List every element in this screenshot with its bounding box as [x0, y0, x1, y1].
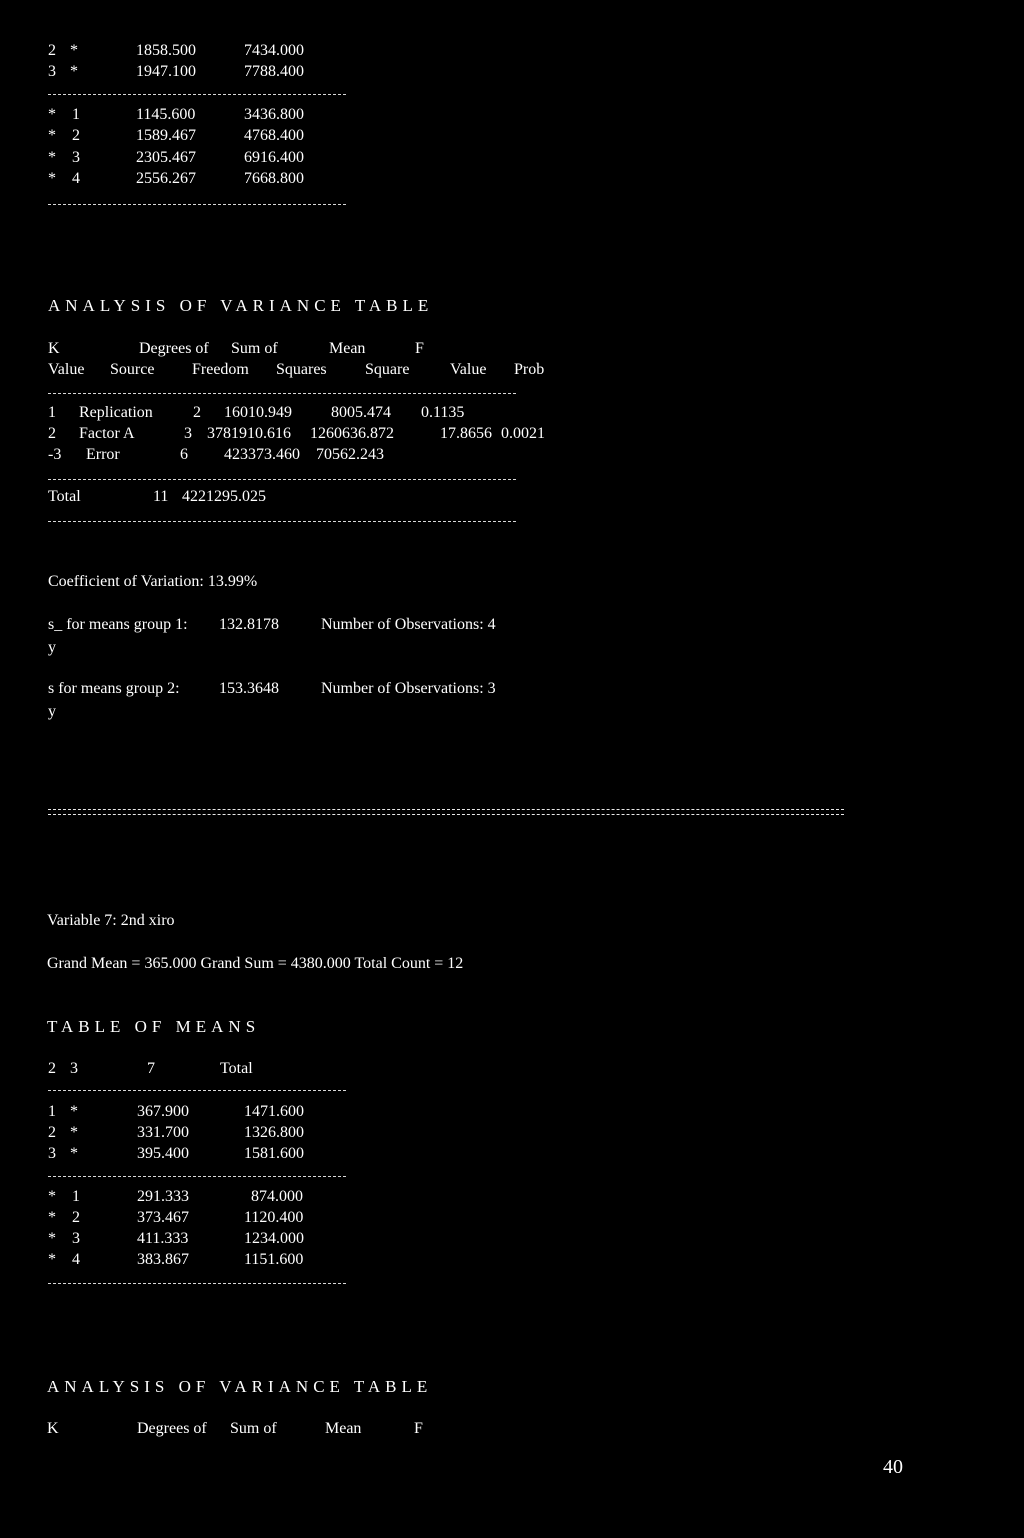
table-cell: *	[70, 63, 78, 80]
table-cell: Sum of	[230, 1420, 277, 1437]
table-cell: 3781910.616	[207, 425, 291, 442]
table-cell: Source	[110, 361, 155, 378]
table-cell: *	[48, 1251, 56, 1268]
table-cell: 0.0021	[501, 425, 545, 442]
table-cell: -3	[48, 446, 62, 463]
table-cell: 1151.600	[244, 1251, 304, 1268]
table-cell: *	[48, 127, 56, 144]
table-cell: 291.333	[137, 1188, 189, 1205]
table-cell: 70562.243	[316, 446, 384, 463]
table-cell: Freedom	[192, 361, 249, 378]
table-cell: *	[48, 1188, 56, 1205]
table-cell: 16010.949	[224, 404, 292, 421]
table-cell: 1	[48, 1103, 56, 1120]
table-cell: 3	[184, 425, 192, 442]
table-cell: Replication	[79, 404, 153, 421]
table-cell: 1	[72, 1188, 80, 1205]
table-cell: Sum of	[231, 340, 278, 357]
table-cell: 331.700	[137, 1124, 189, 1141]
table-cell: Value	[450, 361, 487, 378]
table-cell: s for means group 2:	[48, 680, 180, 697]
divider	[48, 204, 346, 205]
table-cell: Mean	[325, 1420, 362, 1437]
table-cell: Degrees of	[137, 1420, 207, 1437]
coefficient-of-variation: Coefficient of Variation: 13.99%	[48, 573, 258, 590]
table-cell: *	[48, 1230, 56, 1247]
table-cell: *	[48, 170, 56, 187]
table-cell: 373.467	[137, 1209, 189, 1226]
table-cell: 1471.600	[244, 1103, 304, 1120]
table-cell: 2	[48, 1060, 56, 1077]
table-cell: K	[48, 340, 60, 357]
table-cell: 132.8178	[219, 616, 279, 633]
table-cell: *	[48, 1209, 56, 1226]
table-cell: 8005.474	[331, 404, 391, 421]
table-cell: 2	[48, 42, 56, 59]
table-cell: 367.900	[137, 1103, 189, 1120]
section-separator	[48, 809, 844, 815]
table-cell: Prob	[514, 361, 545, 378]
table-cell: 2305.467	[136, 149, 196, 166]
divider	[48, 1283, 346, 1284]
table-cell: 2556.267	[136, 170, 196, 187]
page-number: 40	[883, 1456, 903, 1478]
divider	[48, 94, 346, 95]
table-cell: 0.1135	[421, 404, 465, 421]
table-cell: 383.867	[137, 1251, 189, 1268]
table-cell: 7434.000	[244, 42, 304, 59]
table-cell: 153.3648	[219, 680, 279, 697]
table-cell: F	[414, 1420, 423, 1437]
table-cell: *	[70, 42, 78, 59]
table-cell: 7668.800	[244, 170, 304, 187]
table-cell: 1589.467	[136, 127, 196, 144]
anova-title: ANALYSIS OF VARIANCE TABLE	[48, 296, 434, 315]
table-cell: Mean	[329, 340, 366, 357]
table-cell: 1260636.872	[310, 425, 394, 442]
variable-title: Variable 7: 2nd xiro	[47, 912, 175, 929]
table-cell: 1234.000	[244, 1230, 304, 1247]
table-cell: 2	[72, 1209, 80, 1226]
table-cell: 7	[147, 1060, 155, 1077]
table-cell: 1858.500	[136, 42, 196, 59]
table-cell: 1	[72, 106, 80, 123]
table-cell: K	[47, 1420, 59, 1437]
table-cell: s_ for means group 1:	[48, 616, 188, 633]
table-cell: 1947.100	[136, 63, 196, 80]
table-cell: Number of Observations: 3	[321, 680, 496, 697]
table-cell: 4	[72, 170, 80, 187]
means-title: TABLE OF MEANS	[47, 1017, 261, 1036]
table-cell: Square	[365, 361, 410, 378]
table-cell: Factor A	[79, 425, 135, 442]
table-cell: Squares	[276, 361, 327, 378]
divider	[48, 479, 516, 480]
subscript-y: y	[48, 639, 56, 656]
table-cell: 423373.460	[224, 446, 300, 463]
table-cell: *	[70, 1103, 78, 1120]
table-cell: 411.333	[137, 1230, 189, 1247]
table-cell: 11	[153, 488, 169, 505]
table-cell: 1145.600	[136, 106, 196, 123]
table-cell: 3436.800	[244, 106, 304, 123]
table-cell: 3	[48, 1145, 56, 1162]
table-cell: 4768.400	[244, 127, 304, 144]
divider	[48, 521, 516, 522]
table-cell: 3	[48, 63, 56, 80]
table-cell: *	[70, 1145, 78, 1162]
table-cell: 3	[70, 1060, 78, 1077]
table-cell: 874.000	[251, 1188, 303, 1205]
divider	[48, 1090, 346, 1091]
table-cell: *	[70, 1124, 78, 1141]
table-cell: 6916.400	[244, 149, 304, 166]
subscript-y: y	[48, 703, 56, 720]
table-cell: 2	[193, 404, 201, 421]
divider	[48, 393, 516, 394]
table-cell: 17.8656	[440, 425, 492, 442]
divider	[48, 1176, 346, 1177]
table-cell: 395.400	[137, 1145, 189, 1162]
table-cell: 2	[48, 1124, 56, 1141]
table-cell: 7788.400	[244, 63, 304, 80]
table-cell: 3	[72, 149, 80, 166]
table-cell: Degrees of	[139, 340, 209, 357]
table-cell: Number of Observations: 4	[321, 616, 496, 633]
anova-title: ANALYSIS OF VARIANCE TABLE	[47, 1377, 433, 1396]
variable-summary: Grand Mean = 365.000 Grand Sum = 4380.000 Total Count = 12	[47, 955, 464, 972]
table-cell: 2	[72, 127, 80, 144]
table-cell: Error	[86, 446, 120, 463]
table-cell: 1581.600	[244, 1145, 304, 1162]
table-cell: 4	[72, 1251, 80, 1268]
table-cell: 3	[72, 1230, 80, 1247]
table-cell: 1	[48, 404, 56, 421]
table-cell: Total	[220, 1060, 253, 1077]
table-cell: 2	[48, 425, 56, 442]
table-cell: Total	[48, 488, 81, 505]
table-cell: Value	[48, 361, 85, 378]
table-cell: 4221295.025	[182, 488, 266, 505]
table-cell: 1326.800	[244, 1124, 304, 1141]
table-cell: 1120.400	[244, 1209, 304, 1226]
table-cell: 6	[180, 446, 188, 463]
table-cell: F	[415, 340, 424, 357]
table-cell: *	[48, 106, 56, 123]
table-cell: *	[48, 149, 56, 166]
